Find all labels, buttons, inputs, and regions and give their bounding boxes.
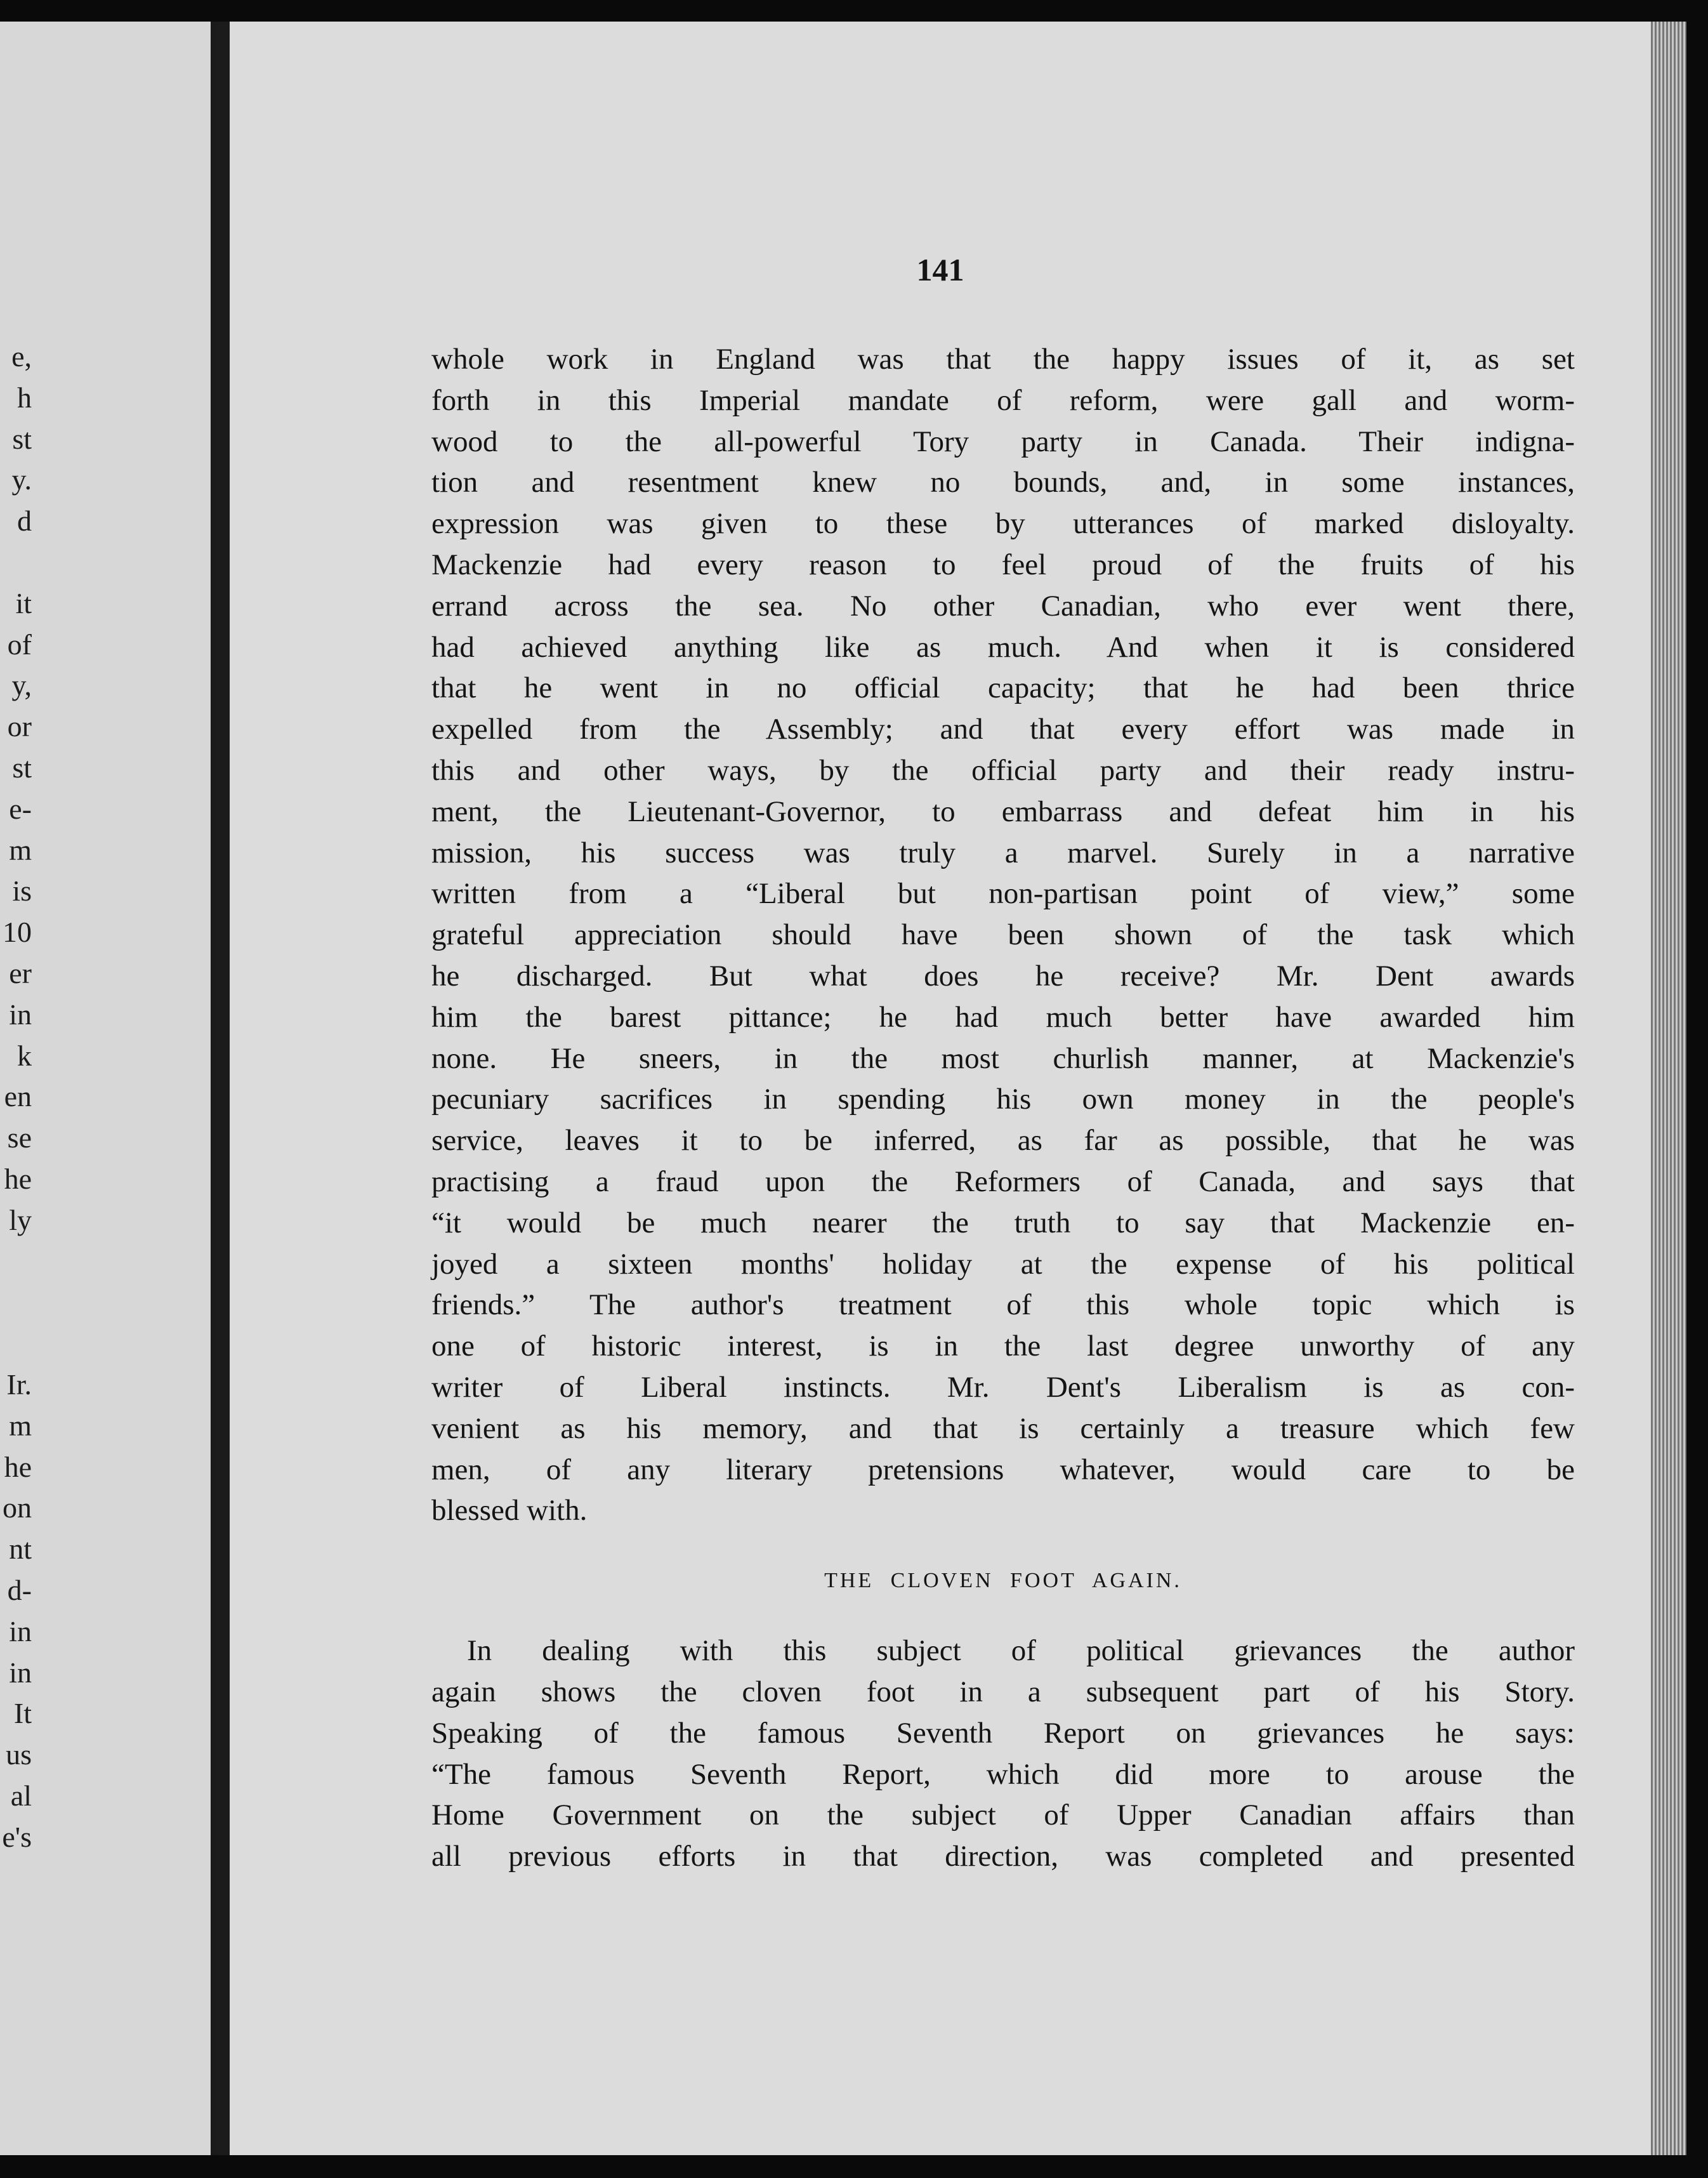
left-page-fragment: st: [12, 422, 32, 455]
text-line: all previous efforts in that direction, was completed and presented: [431, 1840, 1575, 1873]
left-page-fragment: m: [9, 833, 32, 866]
left-page-fragment: y.: [11, 463, 32, 496]
page-stack-edge: [1651, 22, 1686, 2155]
text-line: joyed a sixteen months' holiday at the expense of his political: [431, 1247, 1575, 1281]
left-page-fragment: us: [6, 1738, 32, 1771]
text-line: again shows the cloven foot in a subsequent part of his Story.: [431, 1675, 1575, 1708]
right-page: [230, 22, 1651, 2155]
page-body: [431, 339, 1575, 1877]
left-page-fragment: en: [4, 1080, 32, 1113]
left-page-fragment: e-: [9, 792, 32, 825]
left-page-fragment: is: [12, 874, 32, 908]
text-line: venient as his memory, and that is certainly a treasure which few: [431, 1411, 1575, 1445]
text-line: Home Government on the subject of Upper Canadian affairs than: [431, 1798, 1575, 1832]
text-line: ment, the Lieutenant-Governor, to embarrass and defeat him in his: [431, 795, 1575, 828]
left-page-fragment: y,: [11, 669, 32, 702]
text-line: expression was given to these by utterances of marked disloyalty.: [431, 507, 1575, 541]
left-page-fragment: m: [9, 1409, 32, 1442]
left-page-fragment: in: [9, 1656, 32, 1689]
text-line: pecuniary sacrifices in spending his own money in the people's: [431, 1083, 1575, 1116]
text-line: mission, his success was truly a marvel. Surely in a narrative: [431, 836, 1575, 869]
left-page-fragment: d: [17, 505, 32, 538]
left-page-fragment: or: [7, 710, 32, 743]
text-line: Mackenzie had every reason to feel proud of the fruits of his: [431, 548, 1575, 581]
left-page-fragment: k: [17, 1039, 32, 1072]
text-line: practising a fraud upon the Reformers of Canada, and says that: [431, 1165, 1575, 1198]
left-page-fragment: er: [9, 957, 32, 989]
text-line: Speaking of the famous Seventh Report on grievances he says:: [431, 1716, 1575, 1750]
text-line: In dealing with this subject of political grievances the author: [467, 1634, 1575, 1668]
left-page-fragment: in: [9, 998, 32, 1031]
left-page-fragment: it: [15, 586, 32, 619]
left-page-fragment: e's: [2, 1820, 32, 1853]
text-line: “The famous Seventh Report, which did more to arouse the: [431, 1757, 1575, 1791]
text-line: one of historic interest, is in the last degree unworthy of any: [431, 1330, 1575, 1363]
paragraph-2: [431, 1630, 1575, 1877]
text-line: friends.” The author's treatment of this whole topic which is: [431, 1288, 1575, 1322]
text-line: written from a “Liberal but non-partisan point of view,” some: [431, 877, 1575, 911]
text-line: had achieved anything like as much. And when it is considered: [431, 630, 1575, 664]
left-page-fragment: It: [13, 1697, 32, 1730]
text-line: wood to the all-powerful Tory party in Canada. Their indigna-: [431, 425, 1575, 458]
text-line: “it would be much nearer the truth to say that Mackenzie en-: [431, 1206, 1575, 1239]
text-line: he discharged. But what does he receive? Mr. Dent awards: [431, 959, 1575, 993]
section-heading: THE CLOVEN FOOT AGAIN.: [824, 1569, 1182, 1593]
left-page-fragment: e,: [11, 340, 32, 373]
text-line: none. He sneers, in the most churlish manner, at Mackenzie's: [431, 1041, 1575, 1075]
left-page-fragment: d-: [7, 1574, 32, 1606]
left-page-fragment: h: [17, 381, 32, 414]
text-line: service, leaves it to be inferred, as far as possible, that he was: [431, 1124, 1575, 1158]
left-page-fragment: Ir.: [6, 1368, 32, 1401]
spacer: [431, 1619, 1575, 1630]
left-page-fragment: of: [7, 628, 32, 661]
text-line: errand across the sea. No other Canadian, who ever went there,: [431, 589, 1575, 623]
left-page-fragment: he: [4, 1450, 32, 1483]
left-page-fragment: in: [9, 1614, 32, 1647]
text-line: writer of Liberal instincts. Mr. Dent's Liberalism is as con-: [431, 1370, 1575, 1404]
text-line: that he went in no official capacity; that he had been thrice: [431, 671, 1575, 705]
text-line: forth in this Imperial mandate of reform, were gall and worm-: [431, 383, 1575, 417]
left-page-fragment: nt: [9, 1533, 32, 1566]
left-page-fragment: st: [12, 751, 32, 784]
left-page-fragment: on: [3, 1491, 32, 1524]
spacer: [431, 1531, 1575, 1543]
text-line: him the barest pittance; he had much better have awarded him: [431, 1000, 1575, 1034]
left-facing-page: [0, 22, 217, 2155]
text-line: men, of any literary pretensions whatever, would care to be: [431, 1453, 1575, 1486]
page-number: 141: [916, 252, 964, 287]
left-page-fragment: he: [4, 1163, 32, 1195]
text-line: blessed with.: [431, 1494, 588, 1528]
paragraph-1: [431, 339, 1575, 1531]
left-page-fragment: al: [10, 1779, 32, 1812]
text-line: grateful appreciation should have been shown of the task which: [431, 918, 1575, 952]
book-gutter: [217, 22, 230, 2155]
left-page-fragment: 10: [3, 916, 32, 949]
text-line: tion and resentment knew no bounds, and, in some instances,: [431, 466, 1575, 499]
text-line: whole work in England was that the happy issues of it, as set: [431, 343, 1575, 376]
text-line: expelled from the Assembly; and that every effort was made in: [431, 713, 1575, 746]
left-page-fragment: ly: [9, 1203, 32, 1236]
left-page-edge: [211, 22, 217, 2155]
text-line: this and other ways, by the official party and their ready instru-: [431, 753, 1575, 787]
left-page-fragment: se: [7, 1121, 32, 1154]
